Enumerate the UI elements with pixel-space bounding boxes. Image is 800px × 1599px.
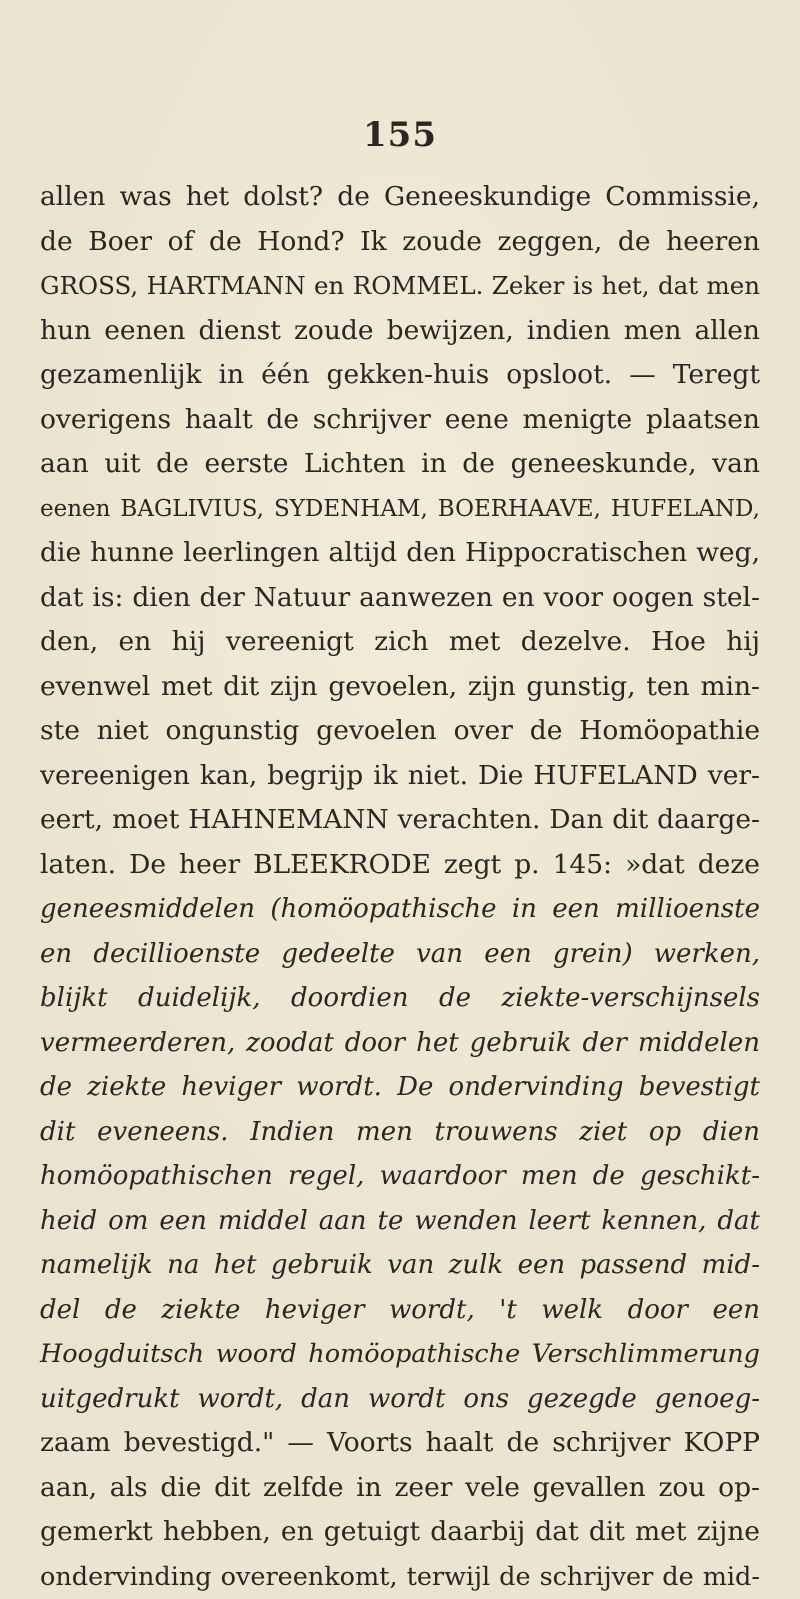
text-line: allen was het dolst? de Geneeskundige Commissie, xyxy=(40,175,760,220)
text-line: aan, als die dit zelfde in zeer vele gevallen zou op- xyxy=(40,1466,760,1511)
text-line: den, en hij vereenigt zich met dezelve. Hoe hij xyxy=(40,620,760,665)
text-line: ste niet ongunstig gevoelen over de Homöopathie xyxy=(40,709,760,754)
text-line: evenwel met dit zijn gevoelen, zijn gunstig, ten min- xyxy=(40,665,760,710)
text-line-italic: Hoogduitsch woord homöopathische Verschlimmerung xyxy=(40,1332,760,1377)
text-line: gezamenlijk in één gekken-huis opsloot. — Teregt xyxy=(40,353,760,398)
text-line: eenen BAGLIVIUS, SYDENHAM, BOERHAAVE, HUFELAND, xyxy=(40,487,760,532)
text-line-italic: dit eveneens. Indien men trouwens ziet op dien xyxy=(40,1110,760,1155)
text-line-italic: uitgedrukt wordt, dan wordt ons gezegde genoeg- xyxy=(40,1377,760,1422)
text-line: dat is: dien der Natuur aanwezen en voor oogen stel- xyxy=(40,576,760,621)
text-line: ondervinding overeenkomt, terwijl de schrijver de mid- xyxy=(40,1555,760,1599)
text-line-italic: vermeerderen, zoodat door het gebruik der middelen xyxy=(40,1021,760,1066)
text-line: de Boer of de Hond? Ik zoude zeggen, de heeren xyxy=(40,220,760,265)
text-line: gemerkt hebben, en getuigt daarbij dat dit met zijne xyxy=(40,1510,760,1555)
text-line: GROSS, HARTMANN en ROMMEL. Zeker is het, dat men xyxy=(40,264,760,309)
text-line: die hunne leerlingen altijd den Hippocratischen weg, xyxy=(40,531,760,576)
body-text xyxy=(40,175,760,1599)
text-line-italic: namelijk na het gebruik van zulk een passend mid- xyxy=(40,1243,760,1288)
text-line-italic: de ziekte heviger wordt. De ondervinding bevestigt xyxy=(40,1065,760,1110)
text-line: aan uit de eerste Lichten in de geneeskunde, van xyxy=(40,442,760,487)
text-line: eert, moet HAHNEMANN verachten. Dan dit daarge- xyxy=(40,798,760,843)
text-line-italic: geneesmiddelen (homöopathische in een millioenste xyxy=(40,887,760,932)
text-line-italic: blijkt duidelijk, doordien de ziekte-verschijnsels xyxy=(40,976,760,1021)
text-line-italic: en decillioenste gedeelte van een grein) werken, xyxy=(40,932,760,977)
text-line: overigens haalt de schrijver eene menigte plaatsen xyxy=(40,398,760,443)
text-line: hun eenen dienst zoude bewijzen, indien men allen xyxy=(40,309,760,354)
text-line-italic: homöopathischen regel, waardoor men de geschikt- xyxy=(40,1154,760,1199)
text-line: laten. De heer BLEEKRODE zegt p. 145: »dat deze xyxy=(40,843,760,888)
text-line: zaam bevestigd." — Voorts haalt de schrijver KOPP xyxy=(40,1421,760,1466)
text-line-italic: del de ziekte heviger wordt, 't welk door een xyxy=(40,1288,760,1333)
text-line-italic: heid om een middel aan te wenden leert kennen, dat xyxy=(40,1199,760,1244)
text-line: vereenigen kan, begrijp ik niet. Die HUFELAND ver- xyxy=(40,754,760,799)
page-number: 155 xyxy=(0,115,800,155)
